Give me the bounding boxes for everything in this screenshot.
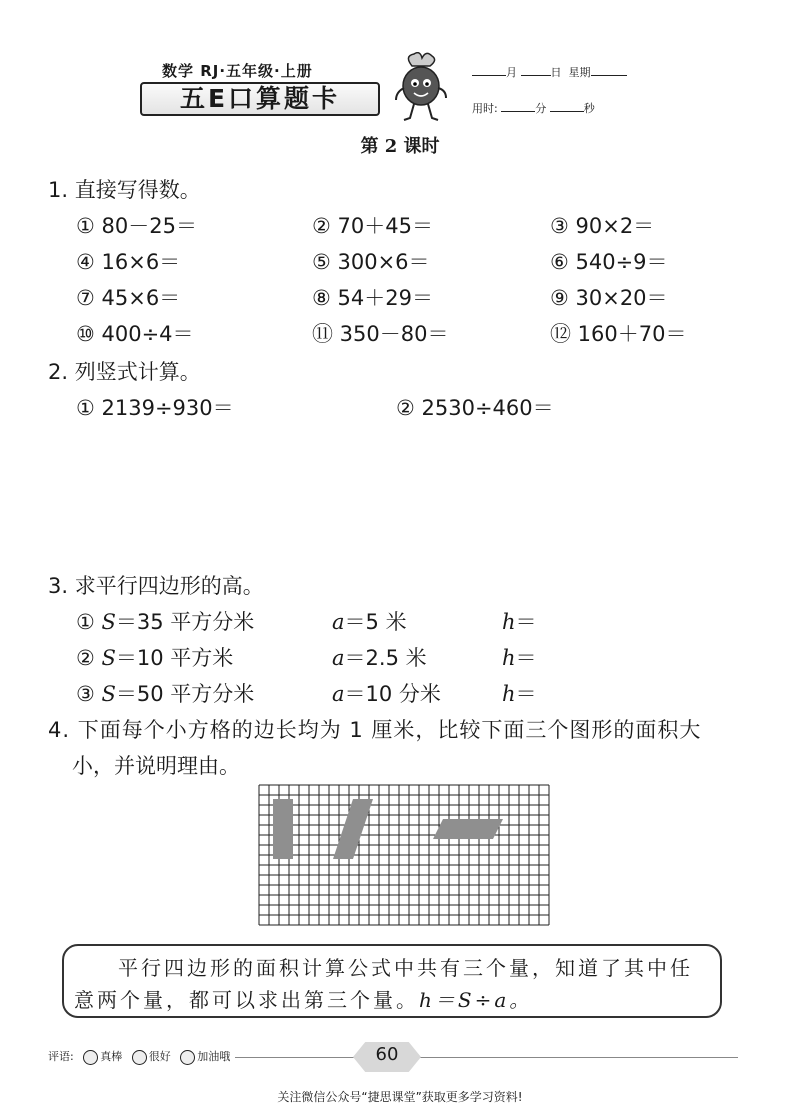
tip-formula: h＝S÷a。 (419, 988, 533, 1012)
minutes-blank[interactable] (501, 111, 535, 112)
area-variable: S (101, 682, 116, 706)
q1-item: ⑥ 540÷9＝ (550, 250, 668, 274)
q1-item: ③ 90×2＝ (550, 214, 655, 238)
grid-lines (259, 785, 549, 925)
q1-item: ⑨ 30×20＝ (550, 286, 668, 310)
rating-good: 很好 (148, 1050, 171, 1063)
footer-divider-right (420, 1057, 738, 1058)
great-face-icon[interactable] (83, 1050, 98, 1065)
time-row (472, 100, 595, 116)
base-value: ＝2.5 米 (344, 646, 427, 670)
q3-height (502, 678, 537, 708)
q3-title: 3. 求平行四边形的高。 (48, 574, 264, 598)
q2-title: 2. 列竖式计算。 (48, 360, 201, 384)
seconds-label: 秒 (583, 102, 595, 115)
q3-base (332, 642, 427, 672)
weekday-label: 星期 (568, 66, 591, 79)
q3-height (502, 606, 537, 636)
q3-row-number: ① (76, 610, 95, 634)
height-variable: h (502, 646, 516, 670)
q1-item: ① 80－25＝ (76, 214, 197, 238)
rating-keep-going: 加油哦 (197, 1050, 231, 1063)
q3-base (332, 606, 407, 636)
q3-height (502, 642, 537, 672)
q1-item: ⑧ 54＋29＝ (312, 286, 433, 310)
q1-item: ⑦ 45×6＝ (76, 286, 181, 310)
header-banner: 五E口算题卡 (140, 82, 380, 116)
q1-item: ⑤ 300×6＝ (312, 250, 430, 274)
footer-notice: 关注微信公众号“捷思课堂”获取更多学习资料! (277, 1090, 523, 1104)
q3-row (76, 642, 233, 672)
height-value: ＝ (515, 646, 537, 670)
q3-row (76, 606, 254, 636)
time-label: 用时: (472, 102, 498, 115)
area-value: ＝35 平方分米 (115, 610, 255, 634)
base-variable: a (332, 646, 345, 670)
seconds-blank[interactable] (550, 111, 584, 112)
tip-sentence: 平行四边形的面积计算公式中共有三个量，知道了其中任意两个量，都可以求出第三个量。 (74, 956, 693, 1012)
tip-text (74, 952, 714, 1016)
q3-base (332, 678, 441, 708)
weekday-blank[interactable] (591, 75, 627, 76)
height-variable: h (502, 682, 516, 706)
date-row (472, 64, 627, 80)
rating-row (48, 1048, 230, 1065)
tip-box (62, 944, 722, 1018)
minutes-label: 分 (535, 102, 547, 115)
q1-item: ② 70＋45＝ (312, 214, 433, 238)
header-subject: 数学 RJ·五年级·上册 (162, 62, 313, 80)
day-label: 日 (550, 66, 562, 79)
q1-item: ⑪ 350－80＝ (312, 322, 449, 346)
month-blank[interactable] (472, 75, 506, 76)
q3-row-number: ③ (76, 682, 95, 706)
base-value: ＝5 米 (344, 610, 407, 634)
month-label: 月 (506, 66, 517, 79)
keep-going-face-icon[interactable] (180, 1050, 195, 1065)
parallelogram-shape-wide (433, 819, 503, 839)
height-value: ＝ (515, 682, 537, 706)
base-variable: a (332, 682, 345, 706)
q4-title-line2: 小，并说明理由。 (72, 754, 240, 778)
mascot-icon (390, 52, 452, 124)
area-variable: S (101, 610, 116, 634)
q3-row (76, 678, 254, 708)
q4-title-line1: 4. 下面每个小方格的边长均为 1 厘米，比较下面三个图形的面积大 (48, 718, 702, 742)
area-value: ＝50 平方分米 (115, 682, 255, 706)
q1-item: ⑫ 160＋70＝ (550, 322, 687, 346)
area-variable: S (101, 646, 116, 670)
q2-item: ② 2530÷460＝ (396, 396, 554, 420)
base-value: ＝10 分米 (344, 682, 441, 706)
rating-great: 真棒 (100, 1050, 123, 1063)
rectangle-shape (273, 799, 293, 859)
q1-item: ⑩ 400÷4＝ (76, 322, 194, 346)
height-variable: h (502, 610, 516, 634)
q2-item: ① 2139÷930＝ (76, 396, 234, 420)
grid-figure (258, 784, 550, 930)
lesson-title: 第 2 课时 (360, 136, 440, 157)
q1-item: ④ 16×6＝ (76, 250, 181, 274)
footer-divider-left (235, 1057, 355, 1058)
height-value: ＝ (515, 610, 537, 634)
q3-row-number: ② (76, 646, 95, 670)
page-number: 60 (375, 1044, 399, 1065)
day-blank[interactable] (521, 75, 551, 76)
base-variable: a (332, 610, 345, 634)
good-face-icon[interactable] (132, 1050, 147, 1065)
area-value: ＝10 平方米 (115, 646, 234, 670)
rating-label: 评语: (48, 1050, 74, 1063)
q1-title: 1. 直接写得数。 (48, 178, 201, 202)
